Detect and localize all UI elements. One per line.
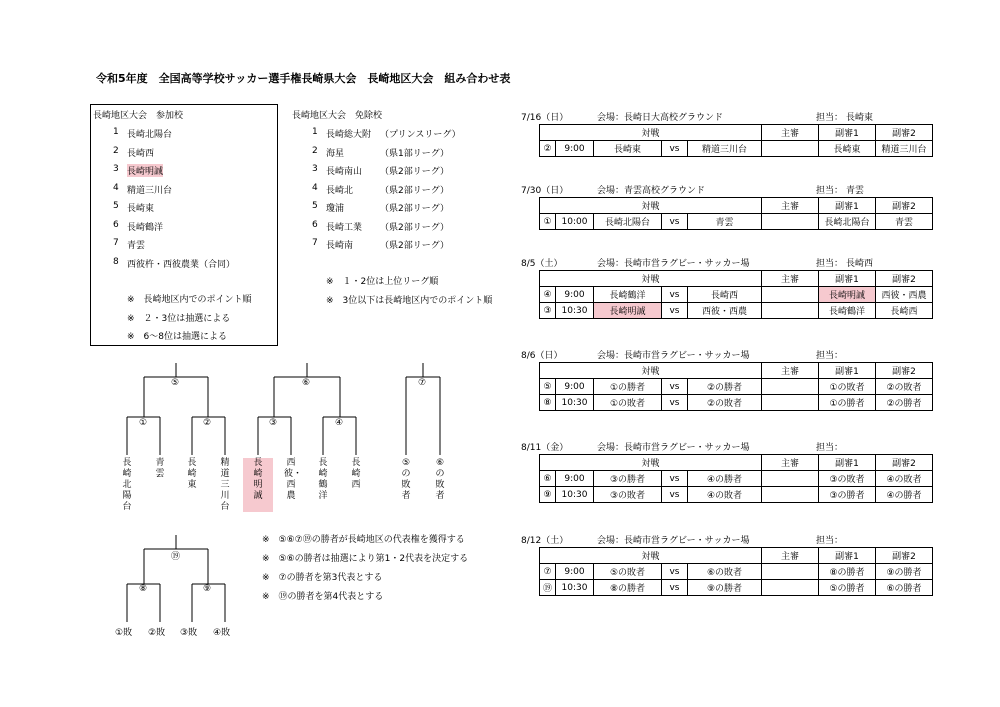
match-no: ⑤ — [540, 379, 556, 395]
schedule-venue: 会場：長崎市営ラグビー・サッカー場 — [597, 259, 750, 269]
assistant-2: 精道三川台 — [876, 141, 933, 157]
exempt-name: 海星 — [326, 148, 345, 159]
bracket-mid-label: ④ — [335, 418, 344, 428]
match-time: 10:30 — [556, 580, 594, 596]
schedule-duty-school: 青雲 — [846, 186, 865, 196]
exempt-num: 7 — [312, 238, 318, 248]
bracket-note: ※ ⑲の勝者を第4代表とする — [262, 592, 384, 602]
referee — [762, 580, 819, 596]
referee — [762, 214, 819, 230]
bracket-team: 青雲 — [155, 458, 165, 479]
participant-num: 3 — [113, 164, 119, 174]
referee — [762, 379, 819, 395]
assistant-2: ④の敗者 — [876, 471, 933, 487]
header-asst2: 副審2 — [876, 363, 933, 379]
bracket-bottom-team: ②敗 — [148, 628, 166, 638]
bracket-top-label: ⑥ — [302, 378, 311, 388]
home-team: ⑤の敗者 — [594, 564, 662, 580]
match-time: 9:00 — [556, 287, 594, 303]
header-asst1: 副審1 — [819, 548, 876, 564]
bracket-bottom-top-label: ⑲ — [171, 552, 181, 562]
participant-num: 4 — [113, 182, 119, 193]
exempt-league: （県2部リーグ） — [380, 185, 449, 196]
vs-label: vs — [662, 564, 688, 580]
exempt-num: 5 — [312, 201, 318, 211]
home-team: 長崎明誠 — [594, 303, 662, 319]
schedule-table — [539, 197, 933, 230]
header-asst1: 副審1 — [819, 271, 876, 287]
match-no: ④ — [540, 287, 556, 303]
assistant-1: ⑤の勝者 — [819, 580, 876, 596]
header-asst2: 副審2 — [876, 125, 933, 141]
table-row — [540, 395, 933, 411]
schedule-duty-label: 担当： — [816, 443, 844, 453]
header-match: 対戦 — [540, 548, 762, 564]
match-time: 9:00 — [556, 471, 594, 487]
header-referee: 主審 — [762, 455, 819, 471]
schedule-duty-label: 担当： — [816, 113, 844, 123]
table-row — [540, 580, 933, 596]
exempt-num: 4 — [312, 182, 318, 193]
assistant-1: 長崎北陽台 — [819, 214, 876, 230]
schedule-table — [539, 547, 933, 596]
participant-name: 精道三川台 — [127, 185, 173, 196]
table-row — [540, 141, 933, 157]
vs-label: vs — [662, 471, 688, 487]
table-row — [540, 214, 933, 230]
bracket-team: 長崎鶴洋 — [318, 458, 328, 501]
participant-name: 長崎北陽台 — [127, 130, 173, 140]
home-team: 長崎北陽台 — [594, 214, 662, 230]
assistant-2: ②の勝者 — [876, 395, 933, 411]
participant-name: 西彼杵・西彼農業（合同） — [127, 259, 236, 270]
match-no: ⑥ — [540, 471, 556, 487]
exempt-league: （県2部リーグ） — [380, 241, 449, 251]
schedule-date: 7/30（日） — [521, 186, 569, 196]
participants-heading: 長崎地区大会 参加校 — [93, 111, 184, 121]
away-team: ④の敗者 — [688, 487, 762, 503]
schedule-date: 8/5（土） — [521, 259, 563, 269]
exempt-heading: 長崎地区大会 免除校 — [292, 111, 383, 121]
bracket-top-label: ⑦ — [418, 378, 427, 388]
header-referee: 主審 — [762, 363, 819, 379]
participant-name: 長崎鶴洋 — [127, 222, 164, 233]
assistant-1: ①の敗者 — [819, 379, 876, 395]
schedule-table — [539, 124, 933, 157]
schedule-duty-label: 担当： — [816, 351, 844, 361]
bracket-mid-label: ② — [203, 418, 212, 428]
header-asst1: 副審1 — [819, 125, 876, 141]
assistant-1: 長崎明誠 — [819, 287, 876, 303]
bracket-note: ※ ⑦の勝者を第3代表とする — [262, 573, 383, 583]
exempt-num: 2 — [312, 145, 318, 156]
exempt-name: 長崎南 — [326, 241, 354, 251]
assistant-2: 青雲 — [876, 214, 933, 230]
header-asst2: 副審2 — [876, 455, 933, 471]
assistant-2: 長崎西 — [876, 303, 933, 319]
bracket-mid-label: ③ — [269, 418, 278, 428]
home-team: ⑧の勝者 — [594, 580, 662, 596]
away-team: 青雲 — [688, 214, 762, 230]
schedule-duty-label: 担当： — [816, 186, 844, 196]
participant-num: 7 — [113, 238, 119, 248]
bracket-bottom-mid-label: ⑨ — [203, 584, 212, 594]
bracket-mid-label: ① — [139, 418, 148, 428]
away-team: ⑨の勝者 — [688, 580, 762, 596]
assistant-1: ⑧の勝者 — [819, 564, 876, 580]
vs-label: vs — [662, 214, 688, 230]
away-team: ②の敗者 — [688, 395, 762, 411]
away-team: ②の勝者 — [688, 379, 762, 395]
assistant-2: ⑥の勝者 — [876, 580, 933, 596]
table-row — [540, 379, 933, 395]
bracket-bottom-mid-label: ⑧ — [139, 584, 148, 594]
exempt-name: 長崎南山 — [326, 167, 363, 177]
participant-note: ※ 長崎地区内でのポイント順 — [127, 295, 252, 305]
header-referee: 主審 — [762, 125, 819, 141]
exempt-name: 長崎総大附 — [326, 130, 372, 140]
header-referee: 主審 — [762, 271, 819, 287]
match-no: ① — [540, 214, 556, 230]
exempt-num: 3 — [312, 164, 318, 174]
header-asst1: 副審1 — [819, 363, 876, 379]
bracket-team: 長崎西 — [351, 458, 361, 490]
header-match: 対戦 — [540, 455, 762, 471]
bracket-top-label: ⑤ — [171, 378, 180, 388]
home-team: ①の勝者 — [594, 379, 662, 395]
exempt-league: （県2部リーグ） — [380, 222, 449, 233]
schedule-venue: 会場：長崎市営ラグビー・サッカー場 — [597, 443, 750, 453]
referee — [762, 141, 819, 157]
referee — [762, 471, 819, 487]
vs-label: vs — [662, 395, 688, 411]
referee — [762, 303, 819, 319]
schedule-venue: 会場：長崎市営ラグビー・サッカー場 — [597, 536, 750, 546]
away-team: 西彼・西農 — [688, 303, 762, 319]
exempt-num: 1 — [312, 127, 318, 137]
bracket-bottom-team: ①敗 — [115, 628, 133, 638]
assistant-1: 長崎東 — [819, 141, 876, 157]
bracket-team: 長崎東 — [187, 458, 197, 490]
participant-name: 青雲 — [127, 241, 146, 251]
bracket-note: ※ ⑤⑥の勝者は抽選により第1・2代表を決定する — [262, 554, 469, 564]
bracket-team: ⑥の敗者 — [435, 458, 445, 501]
assistant-2: ②の敗者 — [876, 379, 933, 395]
table-row — [540, 287, 933, 303]
assistant-1: ③の勝者 — [819, 487, 876, 503]
assistant-1: 長崎鶴洋 — [819, 303, 876, 319]
assistant-2: ④の勝者 — [876, 487, 933, 503]
match-no: ③ — [540, 303, 556, 319]
schedule-table — [539, 270, 933, 319]
schedule-table — [539, 454, 933, 503]
schedule-date: 7/16（日） — [521, 113, 569, 123]
vs-label: vs — [662, 379, 688, 395]
vs-label: vs — [662, 303, 688, 319]
referee — [762, 564, 819, 580]
assistant-1: ①の勝者 — [819, 395, 876, 411]
schedule-venue: 会場：長崎市営ラグビー・サッカー場 — [597, 351, 750, 361]
match-time: 10:00 — [556, 214, 594, 230]
vs-label: vs — [662, 141, 688, 157]
referee — [762, 287, 819, 303]
referee — [762, 487, 819, 503]
match-time: 9:00 — [556, 141, 594, 157]
bracket-team: 精道三川台 — [220, 458, 230, 512]
home-team: ①の敗者 — [594, 395, 662, 411]
bracket-team: 西彼・西農 — [284, 458, 303, 501]
assistant-1: ③の敗者 — [819, 471, 876, 487]
match-no: ⑨ — [540, 487, 556, 503]
exempt-league: （プリンスリーグ） — [380, 130, 461, 140]
bracket-bottom-team: ④敗 — [213, 628, 231, 638]
home-team: ③の敗者 — [594, 487, 662, 503]
match-no: ⑧ — [540, 395, 556, 411]
match-no: ⑲ — [540, 580, 556, 596]
participant-note: ※ 6～8位は抽選による — [127, 332, 227, 342]
table-row — [540, 564, 933, 580]
participant-num: 8 — [113, 256, 119, 267]
exempt-note: ※ 3位以下は長崎地区内でのポイント順 — [326, 295, 493, 306]
table-row — [540, 487, 933, 503]
match-time: 9:00 — [556, 379, 594, 395]
table-row — [540, 303, 933, 319]
home-team: 長崎鶴洋 — [594, 287, 662, 303]
participant-name: 長崎西 — [127, 148, 155, 159]
vs-label: vs — [662, 287, 688, 303]
exempt-league: （県2部リーグ） — [380, 167, 449, 177]
match-no: ② — [540, 141, 556, 157]
match-no: ⑦ — [540, 564, 556, 580]
schedule-duty-label: 担当： — [816, 536, 844, 546]
header-asst2: 副審2 — [876, 271, 933, 287]
vs-label: vs — [662, 580, 688, 596]
table-row — [540, 471, 933, 487]
header-asst1: 副審1 — [819, 455, 876, 471]
participant-num: 6 — [113, 219, 119, 230]
match-time: 10:30 — [556, 487, 594, 503]
away-team: ⑥の敗者 — [688, 564, 762, 580]
page-title: 令和5年度 全国高等学校サッカー選手権長崎県大会 長崎地区大会 組み合わせ表 — [96, 72, 511, 85]
schedule-table — [539, 362, 933, 411]
participant-name: 長崎東 — [127, 204, 155, 214]
schedule-duty-school: 長崎西 — [846, 259, 874, 269]
exempt-name: 長崎工業 — [326, 222, 363, 233]
exempt-num: 6 — [312, 219, 318, 230]
schedule-date: 8/11（金） — [521, 443, 569, 453]
exempt-name: 長崎北 — [326, 185, 354, 196]
header-match: 対戦 — [540, 363, 762, 379]
exempt-league: （県1部リーグ） — [380, 148, 449, 159]
referee — [762, 395, 819, 411]
participant-num: 5 — [113, 201, 119, 211]
bracket-team: ⑤の敗者 — [401, 458, 411, 501]
schedule-date: 8/6（日） — [521, 351, 563, 361]
participant-note: ※ ２・3位は抽選による — [127, 313, 231, 324]
schedule-duty-school: 長崎東 — [846, 113, 874, 123]
header-asst2: 副審2 — [876, 198, 933, 214]
header-asst2: 副審2 — [876, 548, 933, 564]
header-referee: 主審 — [762, 548, 819, 564]
assistant-2: ⑨の勝者 — [876, 564, 933, 580]
match-time: 10:30 — [556, 395, 594, 411]
header-match: 対戦 — [540, 198, 762, 214]
header-match: 対戦 — [540, 271, 762, 287]
away-team: 精道三川台 — [688, 141, 762, 157]
schedule-venue: 会場：長崎日大高校グラウンド — [597, 113, 724, 123]
header-referee: 主審 — [762, 198, 819, 214]
home-team: ③の勝者 — [594, 471, 662, 487]
bracket-bottom-team: ③敗 — [180, 628, 198, 638]
bracket-note: ※ ⑤⑥⑦⑲の勝者が長崎地区の代表権を獲得する — [262, 535, 465, 545]
exempt-name: 瓊浦 — [326, 204, 345, 214]
header-asst1: 副審1 — [819, 198, 876, 214]
home-team: 長崎東 — [594, 141, 662, 157]
bracket-team: 長崎北陽台 — [122, 458, 132, 512]
header-match: 対戦 — [540, 125, 762, 141]
match-time: 9:00 — [556, 564, 594, 580]
assistant-2: 西彼・西農 — [876, 287, 933, 303]
match-time: 10:30 — [556, 303, 594, 319]
participant-name: 長崎明誠 — [127, 164, 163, 177]
participant-num: 1 — [113, 127, 119, 137]
away-team: 長崎西 — [688, 287, 762, 303]
away-team: ④の勝者 — [688, 471, 762, 487]
schedule-venue: 会場：青雲高校グラウンド — [597, 186, 706, 196]
vs-label: vs — [662, 487, 688, 503]
exempt-league: （県2部リーグ） — [380, 204, 449, 214]
exempt-note: ※ １・2位は上位リーグ順 — [326, 277, 439, 287]
schedule-duty-label: 担当： — [816, 259, 844, 269]
bracket-team: 長崎明誠 — [243, 458, 273, 512]
schedule-date: 8/12（土） — [521, 536, 569, 546]
participant-num: 2 — [113, 145, 119, 156]
